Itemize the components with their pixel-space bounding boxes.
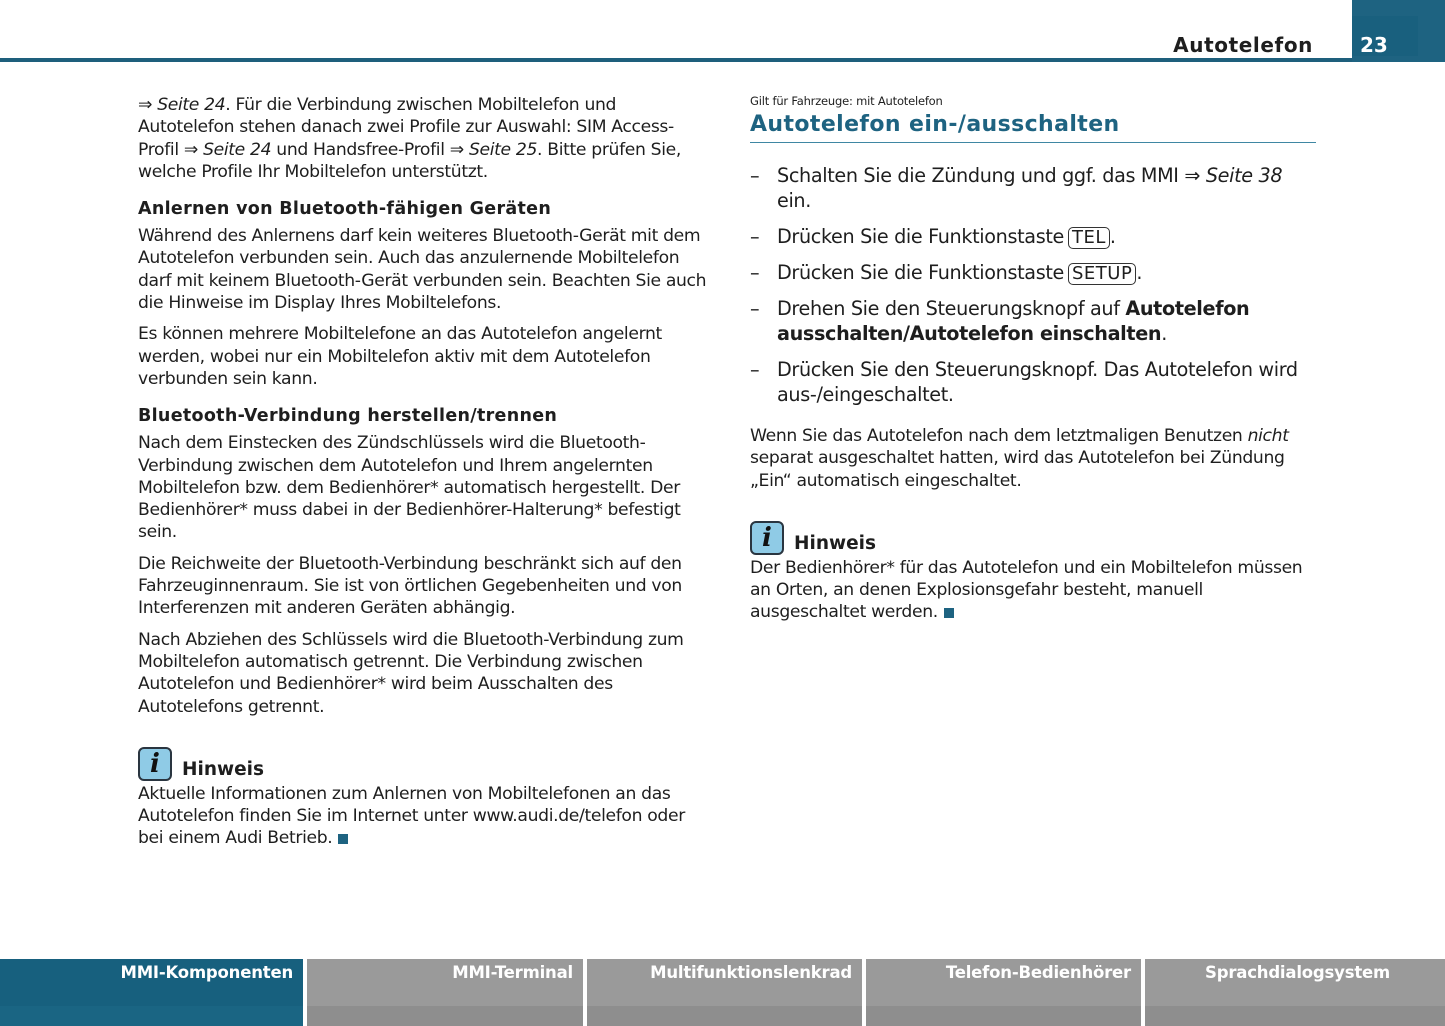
- page-ref-link[interactable]: Seite 24: [203, 139, 272, 160]
- tab-mmi-terminal[interactable]: MMI-Terminal: [307, 959, 583, 1026]
- page-ref-link[interactable]: Seite 38: [1205, 164, 1283, 187]
- paragraph: Es können mehrere Mobiltelefone an das Autotelefon angelernt werden, wobei nur ein Mobiltelefon aktiv mit dem Autotelefon verbunden sein kann.: [138, 324, 662, 389]
- note-paragraph: Wenn Sie das Autotelefon nach dem letztmaligen Benutzen nicht separat ausgeschaltet hatten, wird das Autotelefon bei Zündung „Ein“ automatisch eingeschaltet.: [750, 426, 1289, 491]
- tab-telefon-bedienhoerer[interactable]: Telefon-Bedienhörer: [866, 959, 1141, 1026]
- hint-text: Der Bedienhörer* für das Autotelefon und ein Mobiltelefon müssen an Orten, an denen Explosionsgefahr besteht, manuell ausgeschaltet werden.: [750, 557, 1303, 623]
- end-of-section-icon: [338, 834, 348, 844]
- step-item: – Schalten Sie die Zündung und ggf. das MMI ⇒ Seite 38 ein.: [750, 164, 1283, 212]
- tab-multifunktionslenkrad[interactable]: Multifunktionslenkrad: [587, 959, 862, 1026]
- key-tel: TEL: [1068, 227, 1110, 249]
- arrow-icon: ⇒: [183, 139, 198, 160]
- hint-box: [750, 519, 1316, 624]
- hint-header: [750, 519, 1316, 555]
- info-icon: i: [750, 521, 784, 555]
- step-item: – Drehen Sie den Steuerungsknopf auf Autotelefon ausschalten/Autotelefon einschalten.: [750, 297, 1250, 345]
- paragraph: Die Reichweite der Bluetooth-Verbindung beschränkt sich auf den Fahrzeuginnenraum. Sie ist von örtlichen Gegebenheiten und von Interferenzen mit anderen Geräten abhängig.: [138, 553, 682, 619]
- section-title: Autotelefon ein-/ausschalten: [750, 110, 1316, 143]
- hint-box: [138, 745, 708, 850]
- right-column: [750, 94, 1316, 633]
- intro-paragraph: ⇒ Seite 24. Für die Verbindung zwischen Mobiltelefon und Autotelefon stehen danach zwei Profile zur Auswahl: SIM Access-Profil ⇒ Seite 24 und Handsfree-Profil ⇒ Seite 25. Bitte prüfen Sie, welche Profile Ihr Mobiltelefon unterstützt.: [138, 95, 681, 182]
- hint-title: Hinweis: [182, 758, 264, 780]
- paragraph: Nach dem Einstecken des Zündschlüssels wird die Bluetooth-Verbindung zwischen dem Autotelefon und Ihrem angelernten Mobiltelefon bzw. dem Bedienhörer* automatisch hergestellt. Der Bedienhörer* muss dabei in der Bedienhörer-Halterung* befestigt sein.: [138, 433, 681, 543]
- arrow-icon: ⇒: [1184, 164, 1201, 187]
- paragraph: Nach Abziehen des Schlüssels wird die Bluetooth-Verbindung zum Mobiltelefon automatisch getrennt. Die Verbindung zwischen Autotelefon und Bedienhörer* wird beim Ausschalten des Autotelefons getrennt.: [138, 629, 684, 717]
- step-item: – Drücken Sie die Funktionstaste SETUP .: [750, 261, 1143, 284]
- steps-list: [750, 163, 1316, 407]
- dash-bullet: –: [750, 164, 760, 187]
- dash-bullet: –: [750, 297, 760, 320]
- section-heading-pairing: Anlernen von Bluetooth-fähigen Geräten: [138, 199, 552, 220]
- page-number-box: [1352, 0, 1445, 62]
- paragraph: Während des Anlernens darf kein weiteres Bluetooth-Gerät mit dem Autotelefon verbunden sein. Auch das anzulernende Mobiltelefon darf mit keinem Bluetooth-Gerät verbunden sein. Beachten Sie auch die Hinweise im Display Ihres Mobiltelefons.: [138, 226, 707, 314]
- end-of-section-icon: [944, 608, 954, 618]
- footer-nav: [0, 959, 1445, 1026]
- info-icon: i: [138, 747, 172, 781]
- step-item: – Drücken Sie die Funktionstaste TEL .: [750, 225, 1116, 248]
- hint-header: [138, 745, 708, 781]
- key-setup: SETUP: [1068, 263, 1136, 285]
- left-column: [138, 94, 708, 859]
- section-heading-connection: Bluetooth-Verbindung herstellen/trennen: [138, 406, 558, 427]
- menu-option: Autotelefon ausschalten/Autotelefon einschalten: [777, 297, 1250, 345]
- tab-sprachdialogsystem[interactable]: Sprachdialogsystem: [1145, 959, 1445, 1026]
- hint-text: Aktuelle Informationen zum Anlernen von Mobiltelefonen an das Autotelefon finden Sie im Internet unter www.audi.de/telefon oder bei einem Audi Betrieb.: [138, 783, 685, 849]
- dash-bullet: –: [750, 225, 760, 248]
- page-ref-link[interactable]: Seite 24: [157, 95, 226, 115]
- chapter-title: Autotelefon: [1173, 33, 1313, 57]
- tab-mmi-komponenten[interactable]: MMI-Komponenten: [0, 959, 303, 1026]
- applies-to-label: Gilt für Fahrzeuge: mit Autotelefon: [750, 94, 943, 108]
- dash-bullet: –: [750, 261, 760, 284]
- arrow-icon: ⇒: [449, 139, 464, 160]
- page-ref-link[interactable]: Seite 25: [468, 139, 538, 160]
- arrow-icon: ⇒: [138, 95, 153, 115]
- dash-bullet: –: [750, 358, 760, 381]
- hint-title: Hinweis: [794, 532, 876, 554]
- page-number: 23: [1360, 33, 1388, 57]
- header-rule: [0, 58, 1445, 62]
- step-item: – Drücken Sie den Steuerungsknopf. Das Autotelefon wird aus-/eingeschaltet.: [750, 358, 1298, 406]
